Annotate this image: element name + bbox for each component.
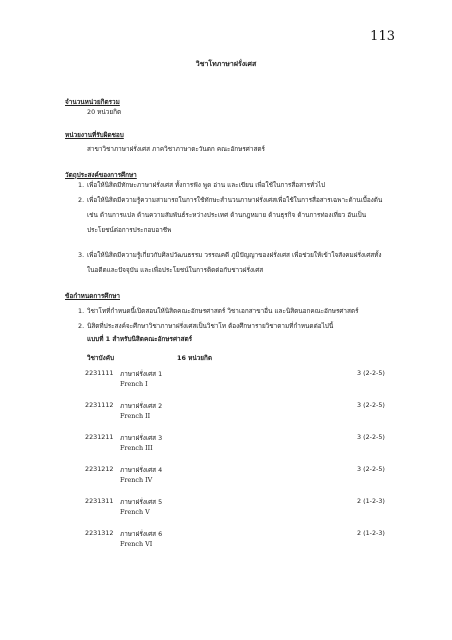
course-credits: 3 (2-2-5) — [357, 433, 385, 441]
rules-heading: ข้อกำหนดการศึกษา — [65, 292, 121, 300]
course-code: 2231112 — [85, 401, 114, 409]
course-code: 2231311 — [85, 497, 114, 505]
course-english-name: French IV — [120, 476, 153, 484]
course-english-name: French II — [120, 412, 151, 420]
course-thai-name: ภาษาฝรั่งเศส 4 — [120, 466, 163, 474]
page-title: วิชาโทภาษาฝรั่งเศส — [195, 60, 257, 68]
plan-label: แบบที่ 1 สำหรับนิสิตคณะอักษรศาสตร์ — [87, 335, 193, 343]
rule-text: นิสิตที่ประสงค์จะศึกษาวิชาภาษาฝรั่งเศสเป็นวิชาโท ต้องศึกษารายวิชาตามที่กำหนดต่อไปนี้ — [87, 322, 334, 330]
required-credits: 16 หน่วยกิต — [177, 354, 213, 362]
page-number: 113 — [370, 29, 395, 44]
unit-value: สาขาวิชาภาษาฝรั่งเศส ภาควิชาภาษาตะวันตก คณะอักษรศาสตร์ — [87, 145, 265, 153]
course-code: 2231111 — [85, 369, 114, 377]
course-credits: 2 (1-2-3) — [357, 497, 385, 505]
objectives-heading: วัตถุประสงค์ของการศึกษา — [65, 171, 137, 179]
objective-item — [78, 193, 388, 238]
objective-item — [78, 248, 388, 278]
course-row — [0, 433, 452, 455]
course-code: 2231212 — [85, 465, 114, 473]
course-english-name: French V — [120, 508, 150, 516]
objective-number: 3. — [78, 251, 85, 259]
objective-number: 2. — [78, 196, 85, 204]
course-row — [0, 369, 452, 391]
objective-text: เพื่อให้นิสิตมีความรู้เกี่ยวกับศิลปวัฒนธรรม วรรณคดี ภูมิปัญญาของฝรั่งเศส เพื่อช่วยให้เข้าใจสังคมฝรั่งเศสทั้งในอดีตและปัจจุบัน และเพื่อประโยชน์ในการติดต่อกับชาวฝรั่งเศส — [87, 251, 382, 274]
credits-heading: จำนวนหน่วยกิตรวม — [65, 98, 120, 106]
course-code: 2231211 — [85, 433, 114, 441]
unit-heading: หน่วยงานที่รับผิดชอบ — [65, 131, 124, 139]
course-english-name: French I — [120, 380, 148, 388]
course-thai-name: ภาษาฝรั่งเศส 5 — [120, 498, 163, 506]
course-credits: 3 (2-2-5) — [357, 401, 385, 409]
required-label: วิชาบังคับ — [87, 354, 115, 362]
course-credits: 3 (2-2-5) — [357, 465, 385, 473]
objective-item — [78, 178, 388, 193]
course-credits: 2 (1-2-3) — [357, 529, 385, 537]
course-thai-name: ภาษาฝรั่งเศส 6 — [120, 530, 163, 538]
rule-item — [78, 319, 388, 334]
objective-number: 1. — [78, 181, 85, 189]
course-row — [0, 529, 452, 551]
course-thai-name: ภาษาฝรั่งเศส 1 — [120, 370, 163, 378]
course-credits: 3 (2-2-5) — [357, 369, 385, 377]
course-row — [0, 497, 452, 519]
course-thai-name: ภาษาฝรั่งเศส 3 — [120, 434, 163, 442]
course-row — [0, 465, 452, 487]
rule-number: 2. — [78, 322, 85, 330]
course-thai-name: ภาษาฝรั่งเศส 2 — [120, 402, 163, 410]
rule-number: 1. — [78, 307, 85, 315]
objective-text: เพื่อให้นิสิตมีความรู้ความสามารถในการใช้ทักษะสำนวนภาษาฝรั่งเศสเพื่อใช้ในการสื่อสารเฉพาะด้านเบื้องต้น เช่น ด้านการแปล ด้านความสัมพันธ์ระหว่างประเทศ ด้านกฎหมาย ด้านธุรกิจ ด้านการท่องเที่ยว อันเป็นประโยชน์ต่อการประกอบอาชีพ — [87, 196, 383, 234]
course-english-name: French VI — [120, 540, 153, 548]
rule-text: วิชาโทที่กำหนดนี้เปิดสอนให้นิสิตคณะอักษรศาสตร์ วิชาเอกสาขาอื่น และนิสิตนอกคณะอักษรศาสตร์ — [87, 307, 359, 315]
course-english-name: French III — [120, 444, 153, 452]
objective-text: เพื่อให้นิสิตมีทักษะภาษาฝรั่งเศส ทั้งการฟัง พูด อ่าน และเขียน เพื่อใช้ในการสื่อสารทั่วไป — [87, 181, 326, 189]
course-code: 2231312 — [85, 529, 114, 537]
course-row — [0, 401, 452, 423]
credits-value: 20 หน่วยกิต — [87, 108, 122, 116]
rule-item — [78, 304, 388, 319]
